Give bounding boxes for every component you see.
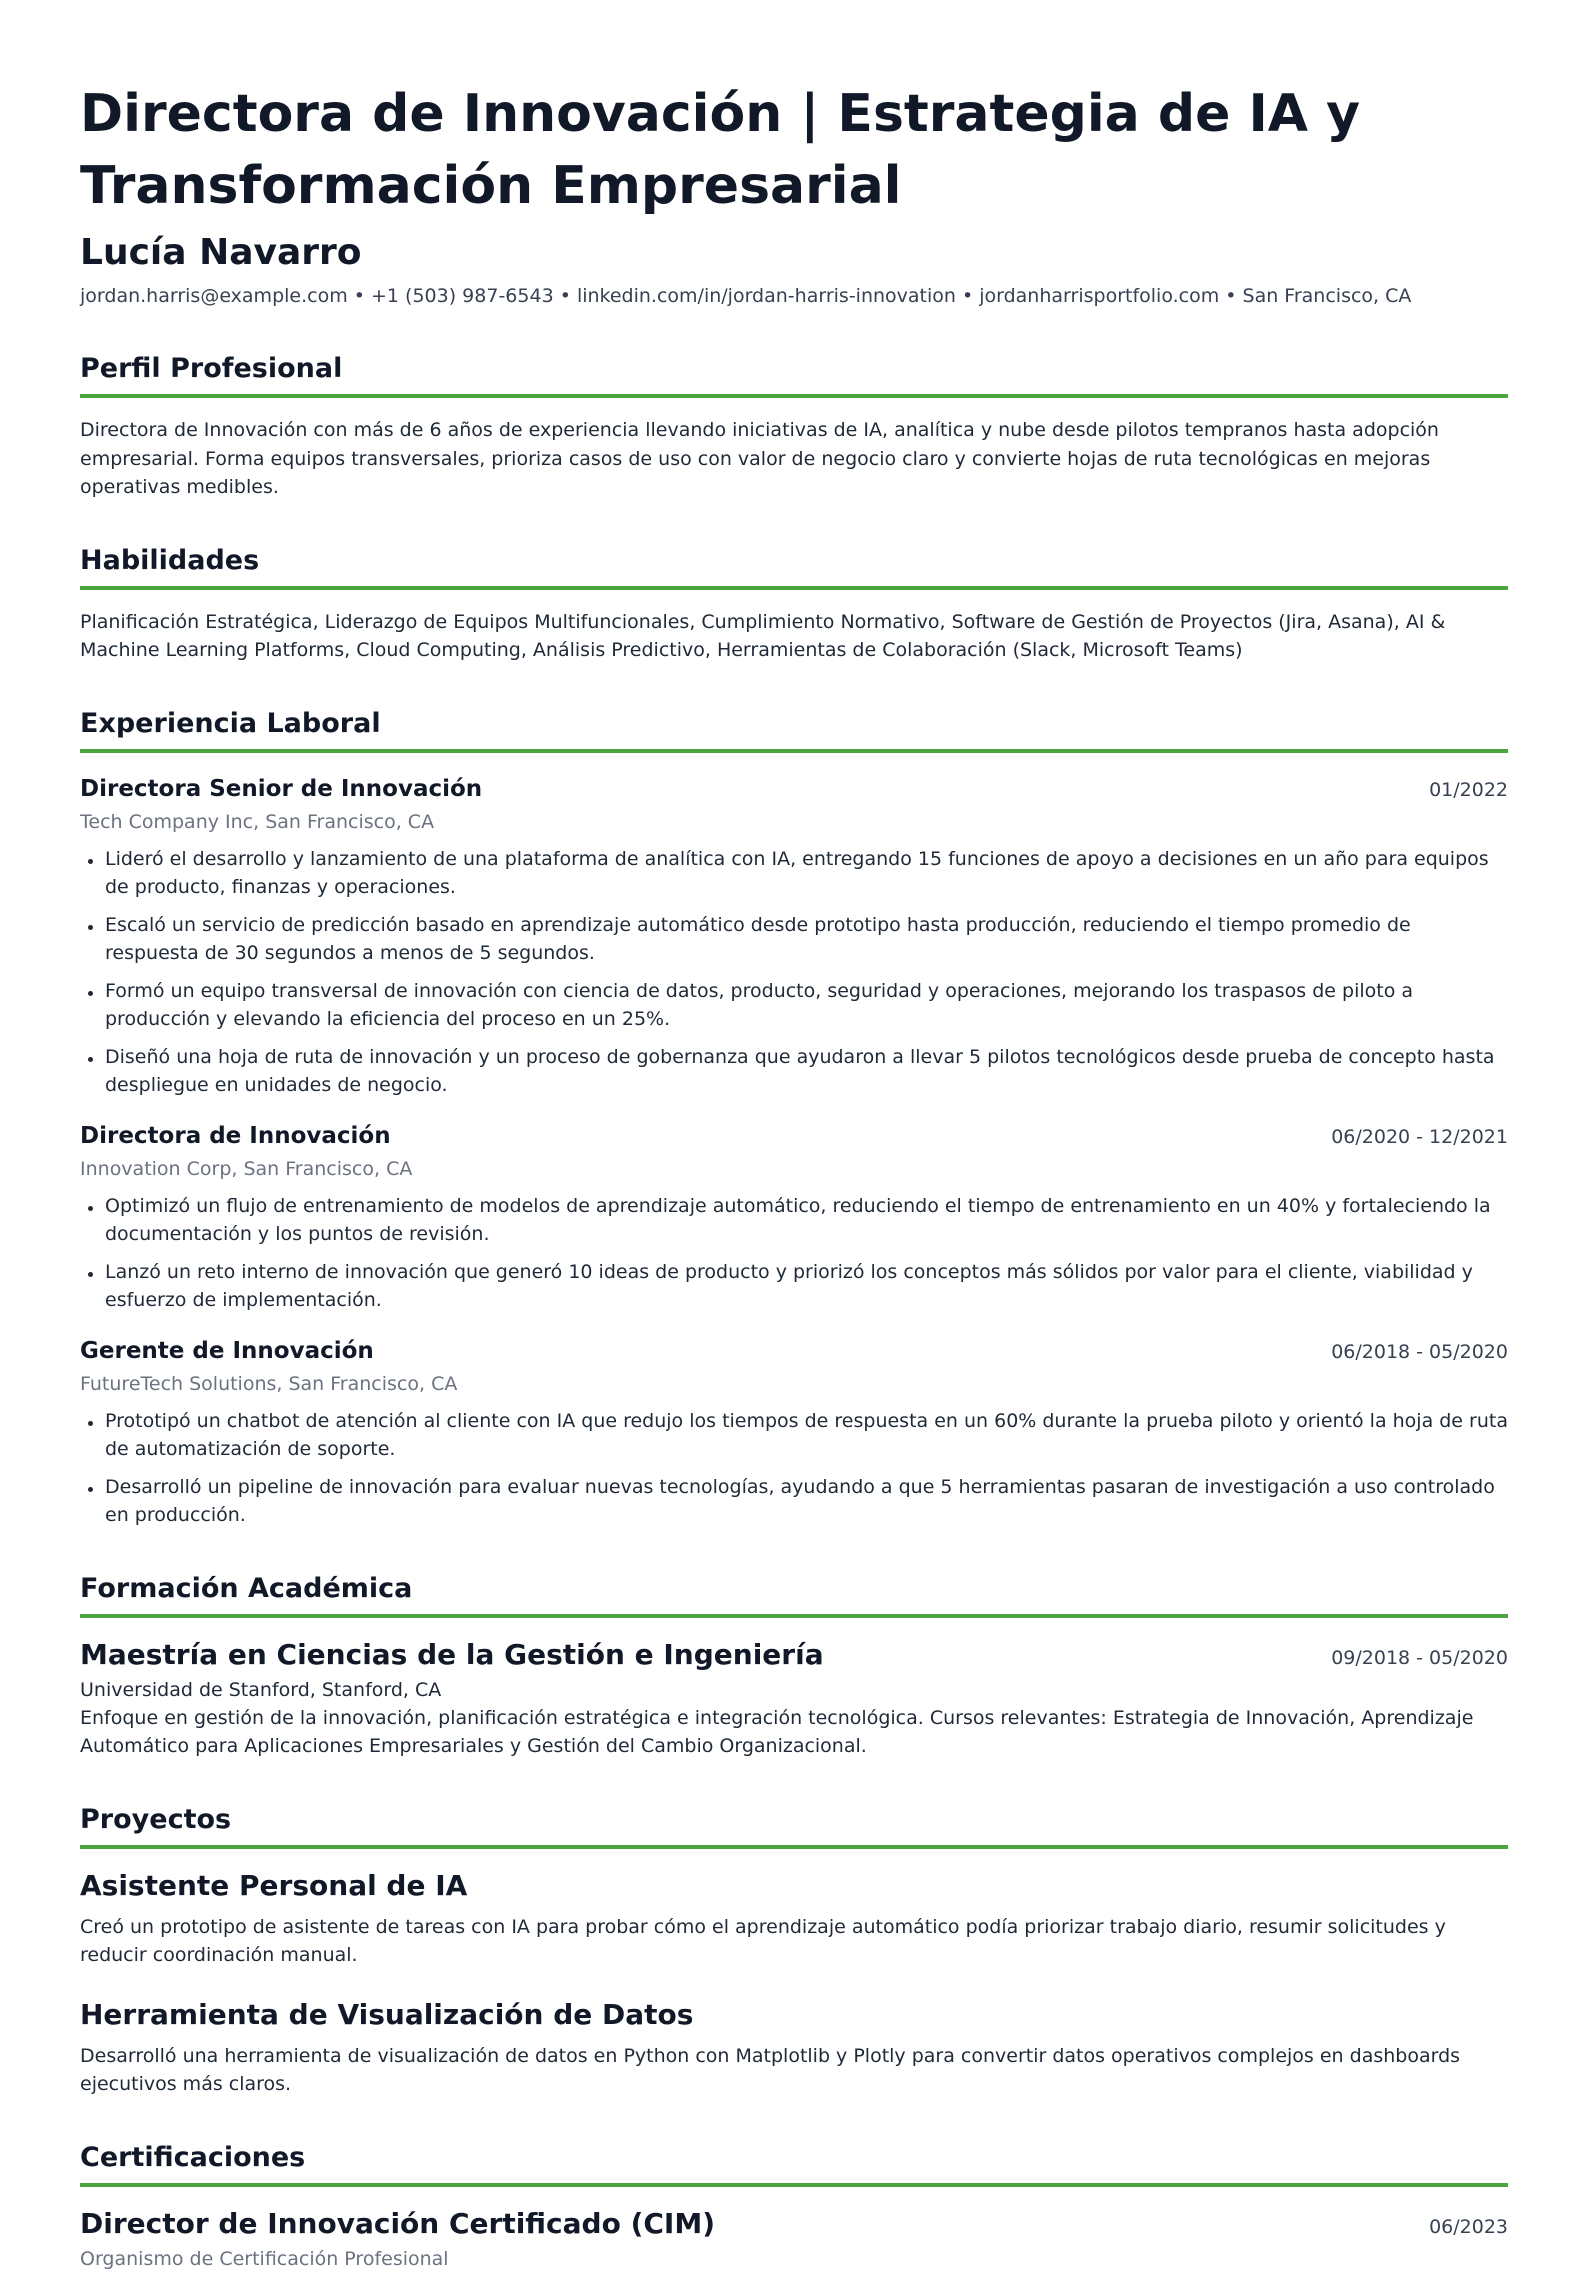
job-bullets (80, 1192, 1508, 1315)
project-title: Herramienta de Visualización de Datos (80, 1997, 694, 2031)
project-entry (80, 1996, 1508, 2099)
profile-section (80, 350, 1508, 502)
project-entry (80, 1867, 1508, 1970)
job-company: Tech Company Inc, San Francisco, CA (80, 810, 435, 833)
certification-date: 06/2023 (1429, 2215, 1508, 2238)
school-name: Universidad de Stanford, Stanford, CA (80, 1678, 442, 1701)
contact-line: jordan.harris@example.com • +1 (503) 987-6543 • linkedin.com/in/jordan-harris-innovation • jordanharrisportfolio.com • San Francisco, CA (80, 285, 1412, 307)
job-date: 06/2020 - 12/2021 (1331, 1125, 1508, 1148)
candidate-name: Lucía Navarro (80, 232, 362, 273)
education-description: Enfoque en gestión de la innovación, planificación estratégica e integración tecnológica. Cursos relevantes: Estrategia de Innovación, Aprendizaje Automático para Aplicaciones Empresariales y Gestión del Cambio Organizacional. (80, 1706, 1474, 1757)
job-date: 01/2022 (1429, 778, 1508, 801)
certification-title: Director de Innovación Certificado (CIM) (80, 2206, 716, 2240)
job-entry (80, 773, 1508, 1100)
section-heading-experience: Experiencia Laboral (80, 705, 1508, 753)
job-header (80, 1335, 1508, 1367)
job-bullet: Prototipó un chatbot de atención al cliente con IA que redujo los tiempos de respuesta en un 60% durante la prueba piloto y orientó la hoja de ruta de automatización de soporte. (80, 1407, 1508, 1464)
job-bullet: Diseñó una hoja de ruta de innovación y un proceso de gobernanza que ayudaron a llevar 5 pilotos tecnológicos desde prueba de concepto hasta despliegue en unidades de negocio. (80, 1043, 1508, 1100)
section-heading-certifications: Certificaciones (80, 2139, 1508, 2187)
certification-organization: Organismo de Certificación Profesional (80, 2247, 449, 2270)
project-description: Desarrolló una herramienta de visualización de datos en Python con Matplotlib y Plotly para convertir datos operativos complejos en dashboards ejecutivos más claros. (80, 2044, 1461, 2095)
job-title: Gerente de Innovación (80, 1337, 374, 1364)
job-company: Innovation Corp, San Francisco, CA (80, 1157, 413, 1180)
certifications-section (80, 2139, 1508, 2273)
job-date: 06/2018 - 05/2020 (1331, 1340, 1508, 1363)
experience-section (80, 705, 1508, 1530)
job-entry (80, 1120, 1508, 1315)
certification-entry (80, 2205, 1508, 2273)
job-bullets (80, 845, 1508, 1100)
profile-text: Directora de Innovación con más de 6 años de experiencia llevando iniciativas de IA, analítica y nube desde pilotos tempranos hasta adopción empresarial. Forma equipos transversales, prioriza casos de uso con valor de negocio claro y convierte hojas de ruta tecnológicas en mejoras operativas medibles. (80, 419, 1439, 498)
job-bullet: Escaló un servicio de predicción basado en aprendizaje automático desde prototipo hasta producción, reduciendo el tiempo promedio de respuesta de 30 segundos a menos de 5 segundos. (80, 911, 1508, 968)
education-section (80, 1570, 1508, 1761)
resume-title: Directora de Innovación | Estrategia de IA y Transformación Empresarial (80, 84, 1361, 216)
education-entry (80, 1636, 1508, 1761)
job-company: FutureTech Solutions, San Francisco, CA (80, 1372, 458, 1395)
job-title: Directora de Innovación (80, 1122, 391, 1149)
skills-text: Planificación Estratégica, Liderazgo de Equipos Multifuncionales, Cumplimiento Normativo, Software de Gestión de Proyectos (Jira, Asana), AI & Machine Learning Platforms, Cloud Computing, Análisis Predictivo, Herramientas de Colaboración (Slack, Microsoft Teams) (80, 610, 1446, 661)
project-title: Asistente Personal de IA (80, 1868, 468, 1902)
certification-header (80, 2205, 1508, 2243)
resume-header (80, 78, 1508, 310)
job-bullet: Lideró el desarrollo y lanzamiento de una plataforma de analítica con IA, entregando 15 funciones de apoyo a decisiones en un año para equipos de producto, finanzas y operaciones. (80, 845, 1508, 902)
section-heading-skills: Habilidades (80, 542, 1508, 590)
section-heading-projects: Proyectos (80, 1801, 1508, 1849)
education-date: 09/2018 - 05/2020 (1331, 1646, 1508, 1669)
job-bullet: Optimizó un flujo de entrenamiento de modelos de aprendizaje automático, reduciendo el tiempo de entrenamiento en un 40% y fortaleciendo la documentación y los puntos de revisión. (80, 1192, 1508, 1249)
education-header (80, 1636, 1508, 1674)
degree-title: Maestría en Ciencias de la Gestión e Ingeniería (80, 1637, 824, 1671)
projects-section (80, 1801, 1508, 2099)
section-heading-profile: Perfil Profesional (80, 350, 1508, 398)
job-header (80, 773, 1508, 805)
project-description: Creó un prototipo de asistente de tareas con IA para probar cómo el aprendizaje automático podía priorizar trabajo diario, resumir solicitudes y reducir coordinación manual. (80, 1915, 1446, 1966)
job-header (80, 1120, 1508, 1152)
job-bullet: Lanzó un reto interno de innovación que generó 10 ideas de producto y priorizó los conceptos más sólidos por valor para el cliente, viabilidad y esfuerzo de implementación. (80, 1258, 1508, 1315)
job-bullet: Formó un equipo transversal de innovación con ciencia de datos, producto, seguridad y operaciones, mejorando los traspasos de piloto a producción y elevando la eficiencia del proceso en un 25%. (80, 977, 1508, 1034)
job-bullets (80, 1407, 1508, 1530)
job-entry (80, 1335, 1508, 1530)
skills-section (80, 542, 1508, 665)
job-bullet: Desarrolló un pipeline de innovación para evaluar nuevas tecnologías, ayudando a que 5 herramientas pasaran de investigación a uso controlado en producción. (80, 1473, 1508, 1530)
section-heading-education: Formación Académica (80, 1570, 1508, 1618)
job-title: Directora Senior de Innovación (80, 775, 483, 802)
